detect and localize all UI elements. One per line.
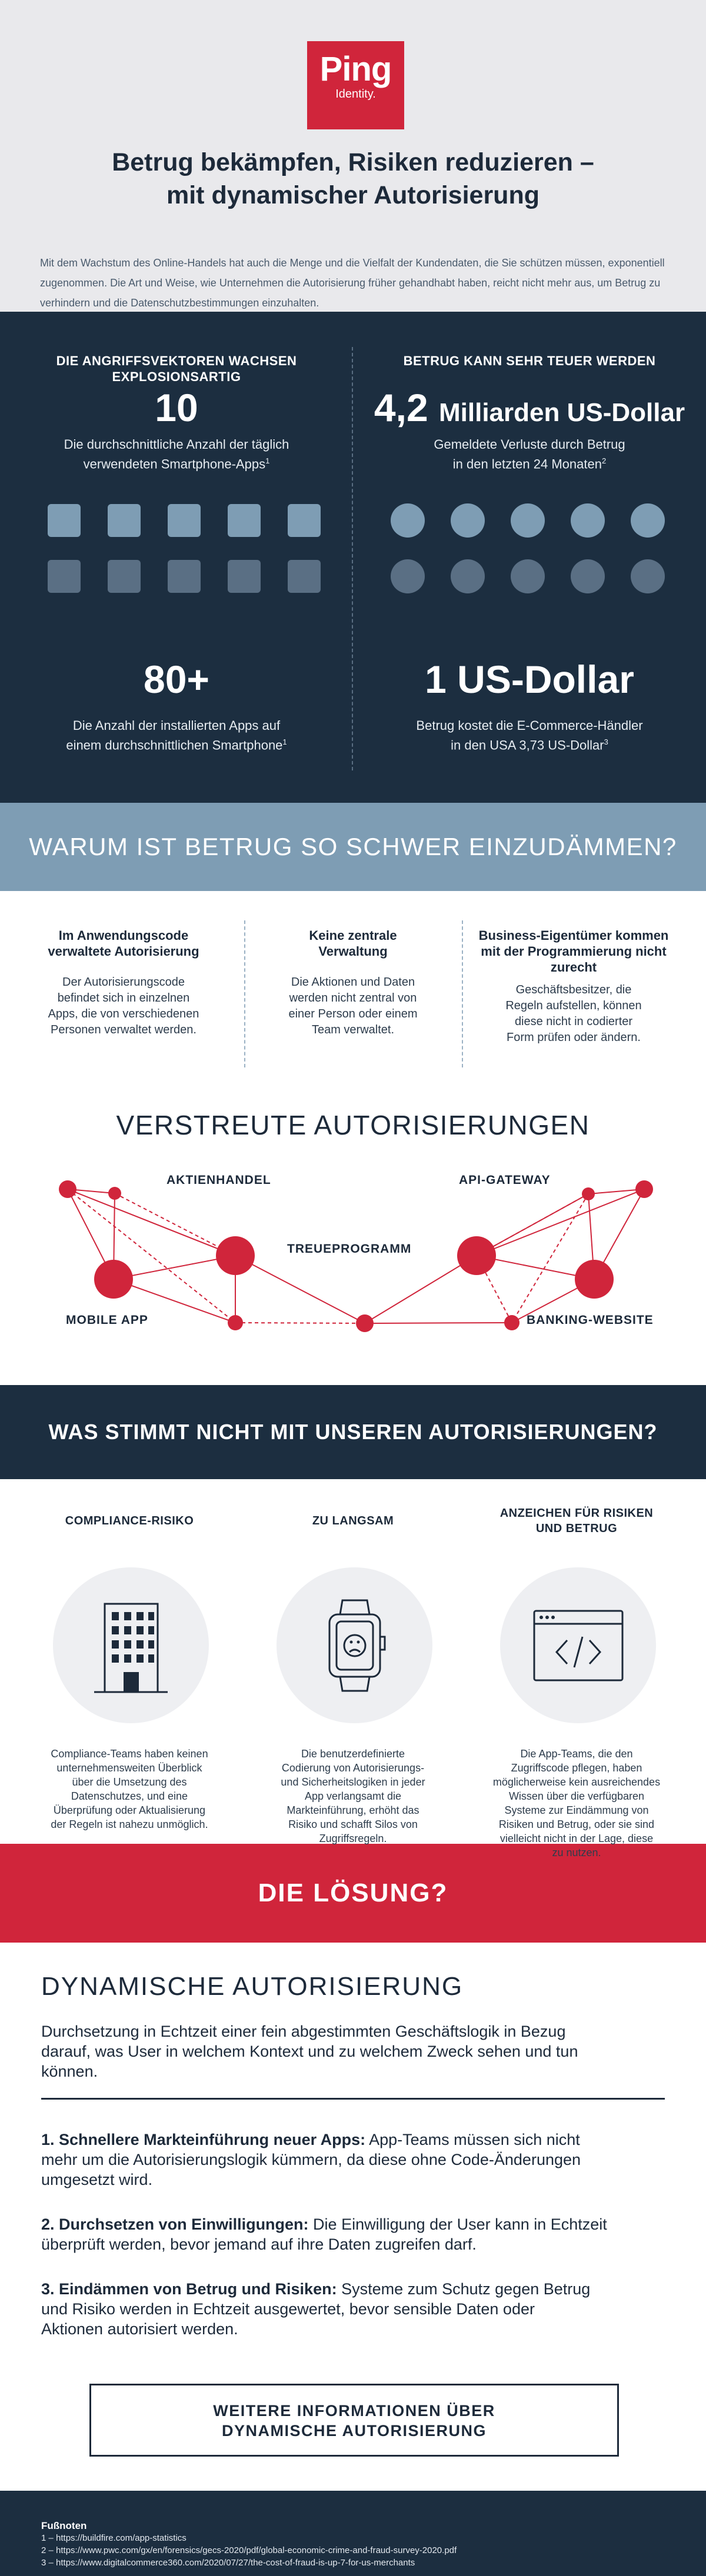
footnote-link-1[interactable]: 1 – https://buildfire.com/app-statistics: [41, 2533, 187, 2543]
benefit-title: 1. Schnellere Markteinführung neuer Apps:: [41, 2131, 366, 2148]
more-info-button-line: DYNAMISCHE AUTORISIERUNG: [221, 2422, 487, 2440]
money-dot-icon: [631, 503, 665, 538]
wrong-text-line: Markteinführung, erhöht das: [287, 1804, 419, 1816]
why-column-business: [471, 927, 677, 1046]
compliance-risk-text: [38, 1747, 221, 1831]
solution-title: DYNAMISCHE AUTORISIERUNG: [41, 1972, 464, 2001]
page-title-line-1: Betrug bekämpfen, Risiken reduzieren –: [112, 148, 594, 176]
app-square-icon: [168, 504, 201, 537]
scattered-authorizations-section: [0, 1109, 706, 1385]
footnote-link-3[interactable]: 3 – https://www.digitalcommerce360.com/2020/07/27/the-cost-of-fraud-is-up-7-for-us-merchants: [41, 2558, 415, 2568]
fraud-loss-description: [388, 436, 671, 472]
daily-apps-description: [35, 436, 318, 472]
money-dot-icon: [571, 559, 605, 593]
attack-vectors-heading-line-2: EXPLOSIONSARTIG: [112, 369, 241, 384]
why-banner: [0, 803, 706, 891]
label-api-gateway: API-GATEWAY: [459, 1173, 551, 1187]
attack-vectors-heading: [24, 353, 329, 385]
why-title-line: Im Anwendungscode: [58, 928, 189, 943]
why-title-line: verwaltete Autorisierung: [48, 944, 199, 959]
why-text-line: Apps, die von verschiedenen: [48, 1007, 199, 1020]
footnote-ref-2: 2: [601, 456, 607, 465]
network-link: [68, 1189, 235, 1256]
money-dot-icon: [631, 559, 665, 593]
wrong-text-line: Risiken und Betrug, oder sie sind: [498, 1818, 655, 1830]
why-title-line: mit der Programmierung nicht: [481, 944, 667, 959]
fraud-cost-value: 1 US-Dollar: [425, 658, 634, 701]
network-link-dashed: [68, 1189, 235, 1323]
solution-banner-title: DIE LÖSUNG?: [258, 1878, 448, 1907]
label-banking-website: BANKING-WEBSITE: [527, 1313, 654, 1327]
wrong-text-line: Zugriffsregeln.: [319, 1833, 387, 1844]
app-square-icon: [108, 504, 141, 537]
more-info-button[interactable]: [89, 2384, 619, 2457]
why-text-line: Regeln aufstellen, können: [505, 999, 642, 1012]
why-text-line: Der Autorisierungscode: [62, 976, 185, 989]
network-link: [235, 1256, 365, 1323]
network-node: [59, 1180, 76, 1198]
benefit-item-2: [41, 2214, 665, 2254]
money-dot-icon: [511, 559, 545, 593]
benefit-text: umgesetzt wird.: [41, 2171, 153, 2188]
too-slow-title: [256, 1513, 450, 1529]
wrong-text-line: Wissen über die verfügbaren: [508, 1790, 645, 1802]
fraud-loss-unit: Milliarden US-Dollar: [439, 398, 685, 427]
app-square-icon: [48, 504, 81, 537]
page-title: [0, 146, 706, 212]
installed-apps-value: 80+: [144, 658, 209, 701]
why-divider: [462, 920, 463, 1067]
network-node: [457, 1236, 496, 1275]
installed-apps-description: [35, 718, 318, 753]
network-link: [365, 1256, 477, 1323]
logo-text-identity: Identity.: [335, 88, 376, 101]
why-title-line: zurecht: [550, 960, 597, 975]
compliance-risk-title: [32, 1513, 227, 1529]
why-column-title: [26, 927, 221, 959]
label-aktienhandel: AKTIENHANDEL: [166, 1173, 271, 1187]
benefit-text: überprüft werden, bevor jemand auf ihre Daten zugreifen darf.: [41, 2235, 477, 2253]
network-node: [94, 1260, 133, 1299]
wrong-text-line: Compliance-Teams haben keinen: [51, 1748, 208, 1760]
network-node: [635, 1180, 653, 1198]
ping-identity-logo[interactable]: [307, 41, 404, 129]
benefit-item-1: [41, 2130, 665, 2190]
footnote-ref-3: 3: [604, 738, 608, 746]
daily-apps-value: 10: [155, 386, 198, 429]
app-square-icon: [228, 560, 261, 593]
why-column-app-code: [26, 927, 221, 1038]
daily-apps-description-line-1: Die durchschnittliche Anzahl der täglich: [64, 437, 289, 452]
wrong-title-line: ANZEICHEN FÜR RISIKEN: [499, 1507, 654, 1520]
benefit-title: 3. Eindämmen von Betrug und Risiken:: [41, 2280, 337, 2298]
benefit-text: Aktionen autorisiert werden.: [41, 2320, 238, 2338]
page-title-line-2: mit dynamischer Autorisierung: [166, 181, 540, 209]
risk-signals-title: [479, 1506, 674, 1536]
why-divider: [244, 920, 245, 1067]
risk-signals-text: [485, 1747, 668, 1860]
label-treueprogramm: TREUEPROGRAMM: [287, 1242, 412, 1256]
wrong-text-line: Risiko und schafft Silos von: [288, 1818, 418, 1830]
app-square-icon: [288, 504, 321, 537]
fraud-cost-description-line-2: in den USA 3,73 US-Dollar: [451, 738, 604, 753]
logo-text-ping: Ping: [319, 50, 392, 88]
money-dot-icon: [571, 503, 605, 538]
scattered-title: VERSTREUTE AUTORISIERUNGEN: [116, 1110, 590, 1140]
network-node: [504, 1315, 519, 1330]
header-section: [0, 0, 706, 312]
footnotes-section: [0, 2491, 706, 2576]
wrong-text-line: Überprüfung oder Aktualisierung: [53, 1804, 206, 1816]
wrong-text-line: Systeme zur Eindämmung von: [504, 1804, 649, 1816]
footnotes-title: Fußnoten: [41, 2520, 87, 2531]
intro-text: Mit dem Wachstum des Online-Handels hat auch die Menge und die Vielfalt der Kundendaten, die Sie schützen müssen, exponentiell zugenommen. Die Art und Weise, wie Unternehmen die Autorisierung früher gehandhabt haben, reicht nicht mehr aus, um Betrug zu verhindern und die Datenschutzbestimmungen einzuhalten.: [40, 257, 665, 309]
why-column-central: [256, 927, 450, 1038]
benefit-text: Systeme zum Schutz gegen Betrug: [337, 2280, 591, 2298]
benefit-title: 2. Durchsetzen von Einwilligungen:: [41, 2215, 309, 2233]
wrong-banner: [0, 1385, 706, 1479]
why-column-title: [256, 927, 450, 959]
fraud-cost-description-line-1: Betrug kostet die E-Commerce-Händler: [416, 718, 643, 733]
app-square-icon: [108, 560, 141, 593]
benefit-text: mehr um die Autorisierungslogik kümmern, da diese ohne Code-Änderungen: [41, 2151, 581, 2168]
solution-lead-line: können.: [41, 2063, 98, 2080]
network-node: [356, 1314, 374, 1332]
label-mobile-app: MOBILE APP: [66, 1313, 148, 1327]
more-info-button-line: WEITERE INFORMATIONEN ÜBER: [213, 2402, 495, 2420]
wrong-title-line: UND BETRUG: [535, 1522, 618, 1535]
why-text-line: Geschäftsbesitzer, die: [515, 983, 632, 996]
network-link: [477, 1189, 644, 1256]
solution-section: [0, 1943, 706, 2491]
too-slow-text: [262, 1747, 444, 1846]
wrong-text-line: App verlangsamt die: [304, 1790, 402, 1802]
stats-section: [0, 312, 706, 803]
why-text-line: werden nicht zentral von: [289, 992, 417, 1005]
why-text-line: Personen verwaltet werden.: [51, 1023, 197, 1036]
why-text-line: diese nicht in codierter: [514, 1015, 633, 1028]
why-title-line: Keine zentrale: [309, 928, 397, 943]
attack-vectors-column: [0, 312, 353, 803]
why-column-text: [256, 975, 450, 1038]
wrong-text-line: und Sicherheitslogiken in jeder: [281, 1776, 425, 1788]
money-dot-icon: [511, 503, 545, 538]
solution-lead: [41, 2021, 665, 2081]
wrong-text-line: Die App-Teams, die den: [520, 1748, 633, 1760]
wrong-text-line: der Regeln ist nahezu unmöglich.: [51, 1818, 208, 1830]
fraud-loss-description-line-1: Gemeldete Verluste durch Betrug: [434, 437, 625, 452]
fraud-loss-description-line-2: in den letzten 24 Monaten: [452, 456, 602, 472]
benefit-text: Die Einwilligung der User kann in Echtzeit: [308, 2215, 607, 2233]
why-column-text: [471, 982, 677, 1046]
code-window-icon: [500, 1567, 656, 1723]
network-node: [228, 1315, 243, 1330]
network-node: [575, 1260, 614, 1299]
money-dot-icon: [391, 503, 425, 538]
fraud-cost-heading: BETRUG KANN SEHR TEUER WERDEN: [403, 353, 656, 368]
why-text-line: einer Person oder einem: [288, 1007, 418, 1020]
fraud-cost-description: [388, 718, 671, 753]
solution-lead-line: darauf, was User in welchem Kontext und zu welchem Zweck sehen und tun: [41, 2043, 578, 2060]
wrong-text-line: zu nutzen.: [552, 1847, 601, 1858]
wrong-text-line: Codierung von Autorisierungs-: [281, 1762, 425, 1774]
wrong-text-line: Die benutzerdefinierte: [301, 1748, 405, 1760]
network-link-dashed: [512, 1194, 588, 1323]
building-icon: [53, 1567, 209, 1723]
why-column-title: [471, 927, 677, 975]
wrong-text-line: Zugriffscode pflegen, haben: [511, 1762, 642, 1774]
wrong-banner-title: WAS STIMMT NICHT MIT UNSEREN AUTORISIERUNGEN?: [48, 1420, 658, 1444]
fraud-loss-value: [353, 387, 706, 433]
wrong-text-line: möglicherweise kein ausreichendes: [492, 1776, 661, 1788]
attack-vectors-heading-line-1: DIE ANGRIFFSVEKTOREN WACHSEN: [56, 353, 297, 368]
solution-lead-line: Durchsetzung in Echtzeit einer fein abgestimmten Geschäftslogik in Bezug: [41, 2023, 566, 2040]
why-section: [0, 891, 706, 1109]
installed-apps-description-line-1: Die Anzahl der installierten Apps auf: [72, 718, 281, 733]
why-text-line: Form prüfen oder ändern.: [507, 1031, 641, 1044]
why-banner-title: WARUM IST BETRUG SO SCHWER EINZUDÄMMEN?: [29, 833, 677, 860]
network-node: [108, 1187, 121, 1200]
fraud-cost-column: [353, 312, 706, 803]
benefit-text: und Risiko werden in Echtzeit ausgewertet, bevor sensible Daten oder: [41, 2300, 535, 2318]
why-column-text: [26, 975, 221, 1038]
why-text-line: Team verwaltet.: [311, 1023, 395, 1036]
smartwatch-sad-icon: [277, 1567, 432, 1723]
network-link-dashed: [115, 1193, 235, 1256]
money-dot-icon: [451, 503, 485, 538]
wrong-text-line: vielleicht nicht in der Lage, diese: [499, 1833, 654, 1844]
why-text-line: befindet sich in einzelnen: [57, 992, 190, 1005]
footnote-ref-1: 1: [265, 456, 270, 465]
installed-apps-description-line-2: einem durchschnittlichen Smartphone: [66, 738, 283, 753]
wrong-text-line: Datenschutzes, und eine: [71, 1790, 188, 1802]
app-square-icon: [228, 504, 261, 537]
footnote-ref-1: 1: [282, 738, 287, 746]
benefit-item-3: [41, 2279, 665, 2339]
network-node: [216, 1236, 255, 1275]
daily-apps-description-line-2: verwendeten Smartphone-Apps: [83, 456, 266, 472]
wrong-text-line: unternehmensweiten Überblick: [56, 1762, 202, 1774]
app-square-icon: [288, 560, 321, 593]
money-dot-icon: [451, 559, 485, 593]
why-text-line: Die Aktionen und Daten: [291, 976, 415, 989]
why-title-line: Business-Eigentümer kommen: [478, 928, 669, 943]
wrong-title-line: COMPLIANCE-RISIKO: [65, 1514, 194, 1527]
wrong-section: [0, 1479, 706, 1858]
wrong-text-line: über die Umsetzung des: [72, 1776, 187, 1788]
benefit-text: App-Teams müssen sich nicht: [365, 2131, 580, 2148]
network-node: [582, 1187, 595, 1200]
app-square-icon: [48, 560, 81, 593]
why-title-line: Verwaltung: [318, 944, 388, 959]
money-dot-icon: [391, 559, 425, 593]
solution-divider: [41, 2098, 665, 2100]
footnote-link-2[interactable]: 2 – https://www.pwc.com/gx/en/forensics/gecs-2020/pdf/global-economic-crime-and-fraud-survey-2020.pdf: [41, 2545, 457, 2555]
app-square-icon: [168, 560, 201, 593]
wrong-title-line: ZU LANGSAM: [312, 1514, 394, 1527]
fraud-loss-number: 4,2: [374, 386, 428, 429]
